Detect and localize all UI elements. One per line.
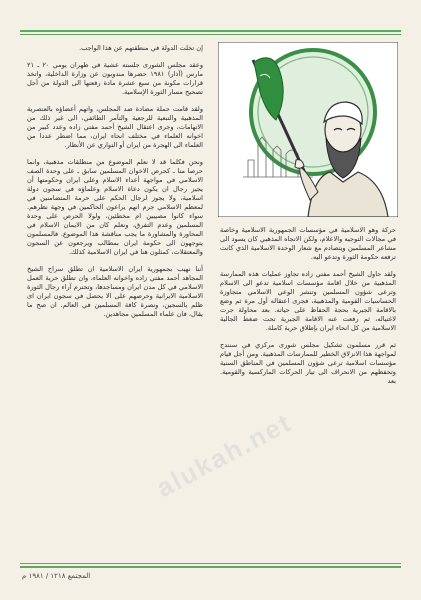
left-paragraph-4: ونحن فكلما قد لا نعلم الموضوع من منطلقات مذهبية، وانما حرصا منا ـ كحرص الاخوان المسلمين سابق ـ على وحدة الصف الاسلامي في مواجهة أعداء الاسلام وعلى ايران وحكومتها أن يجيز رجال ان يكون دعاة الاسلام وعلماؤه في سجون دولة اسلامية، ولا يجوز لرجال الحكم على حرمة المتضامنين في لمعظم الاسلامي جرم انهم يراعون الحاكمين في وجهة نظرهم. سواء كانوا مصيبين ام مخطئين، ولولا الحرص على وحدة المسلمين وعدم التفرق، ونعلم كان من الايمان الاسلام في المحاورة والمشاورة ما يجب مناقشة هذا الموضوع. فالمسلمون يتوجهون الى حكومة ايران بمطالب وبرجعون عن السجون والمعتقلات، كمثلون هنا في ايران الاسلامية كذلك.	[27, 158, 203, 256]
illustration-drawing	[218, 42, 398, 217]
bottom-frame-rule	[20, 563, 401, 569]
left-paragraph-3: ولقد قامت حملة مضادة ضد المجلس، واتهم أعضاؤه بالعنصرية المذهبية والتبعية للرجعية والتآمر الطائفي، الى غير ذلك من الاتهامات، وجرى اعتقال الشيخ أحمد مفتي زاده وعدد كبير من اخوانه العلماء في مختلف انحاء ايران، مما اضطر عددا من العلماء الى الهجرة من ايران أو التواري عن الأنظار.	[27, 105, 203, 149]
right-text-column	[220, 226, 396, 556]
left-paragraph-2: وعقد مجلس الشورى جلسته عشية في طهران يومي ٢٠ ـ ٢١ مارس (آذار) ١٩٨١ حضرها مندوبون عن وزارة الداخلية، واتخذ قرارات مكونة من سبع عشرة مادة رفعتها الى الدولة من أجل تصحيح مسار الثورة الإسلامية.	[27, 61, 203, 96]
left-paragraph-5: أننا نهيب بجمهورية ايران الاسلامية ان تطلق سراح الشيخ المجاهد أحمد مفتي زاده واخوانه العلماء، وان تطلق حرية العمل الاسلامي في كل مدن ايران ومساجدها، وتحترم آراء رجال الثورة الاسلامية الايرانية وحرصهم على الا يحصل في سجون ايران اى ظلم بالسجين، ونصرة كافة المسلمين في العالم. ان صح ما يقال، فان علماء المسلمين مجاهدين.	[27, 265, 203, 318]
right-paragraph-3: ثم قرر مسلمون تشكيل مجلس شورى مركزي في سنندج لمواجهة هذا الانزلاق الخطير للممارسات المذهبية. ومن أجل قيام مؤسسات اسلامية ترعى شؤون المسلمين في المناطق السنية وتحفظهم من الانحراف الى تيار الحركات الماركسية والقومية. بعد	[220, 341, 396, 385]
top-frame-rule	[20, 30, 401, 36]
right-paragraph-2: ولقد حاول الشيخ أحمد مفتي زاده تجاوز عمليات هذه الممارسة المذهبية من خلال اقامة مؤسسات اسلامية تدعو الى الاسلام وترعى شؤون المسلمين وتنشر الوعي الاسلامي متجاوزة الحساسيات القومية والمذهبية، فجرى اعتقاله أول مرة ثم وضع بالاقامة الجبرية بحجة الحفاظ على حياته. بعد محاولة جرت لاغتياله، ثم رفعت عنه الاقامة الجبرية تحت ضغط الجالية الاسلامية من كل انحاء ايران بإطلاق حرية كاملة.	[220, 270, 396, 332]
right-paragraph-1: حركة وهو الاسلامية في مؤسسات الجمهورية الاسلامية وخاصة في مجالات التوجيه والاعلام، ولكن الاتجاه المذهبي كان يسود الى مشاعر المسلمين ويتصادم مع شعار الوحدة الاسلامية الذي كانت ترفعه حكومة الثورة وتدعو اليه.	[220, 226, 396, 261]
illustration-man-with-flag	[218, 42, 398, 217]
left-paragraph-1: إن تخلت الدولة في منطقتهم عن هذا الواجب.	[79, 44, 203, 52]
page-footer: المجتمع ١٢١٨ / ١٩٨١ م	[22, 572, 91, 580]
watermark-text: alukah.net	[151, 406, 297, 504]
